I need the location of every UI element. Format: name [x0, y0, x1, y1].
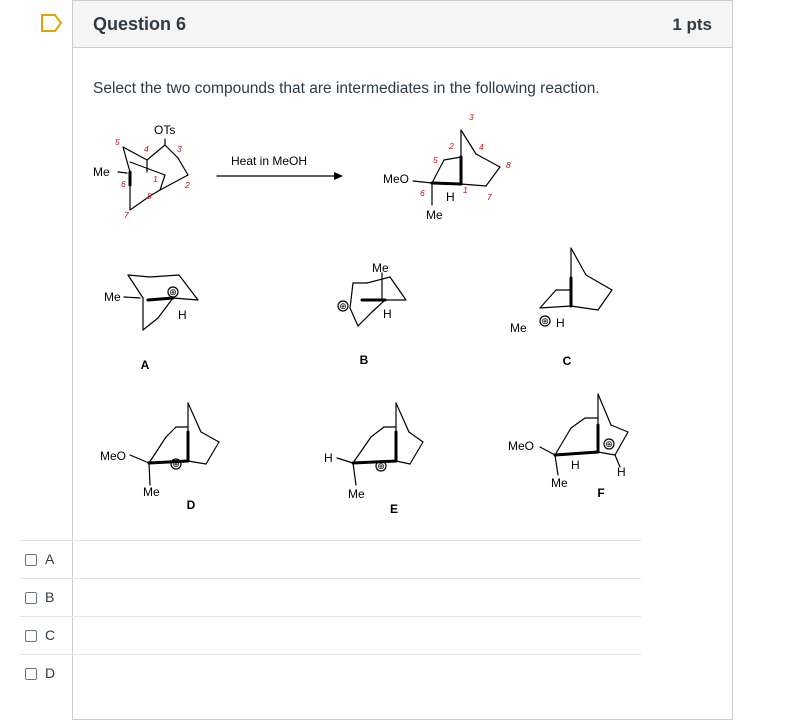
a-me-label: Me: [104, 290, 121, 304]
reactant-num-5: 5: [115, 137, 120, 147]
structure-f: [540, 394, 628, 475]
reactant-num-2: 2: [185, 180, 190, 190]
answer-option-b[interactable]: [20, 578, 641, 616]
reactant-me-label: Me: [93, 165, 110, 179]
answer-label: B: [45, 589, 55, 605]
d-meo-label: MeO: [100, 449, 127, 463]
a-h-label: H: [178, 308, 187, 322]
f-cation: ⊕: [605, 439, 613, 449]
reactant-num-7: 7: [124, 210, 129, 220]
c-me-label: Me: [510, 321, 527, 335]
checkbox[interactable]: [25, 668, 37, 680]
product-num-7: 7: [487, 192, 492, 202]
d-me-label: Me: [143, 485, 160, 499]
reactant-num-3: 3: [177, 144, 182, 154]
checkbox[interactable]: [25, 592, 37, 604]
e-h-label: H: [324, 451, 333, 465]
option-letter-b: B: [359, 353, 369, 367]
checkbox[interactable]: [25, 554, 37, 566]
question-title: Question 6: [93, 14, 187, 34]
product-me-label: Me: [426, 208, 443, 222]
f-h-label-2: H: [617, 465, 626, 479]
structure-e: [337, 403, 423, 485]
f-meo-label: MeO: [508, 439, 535, 453]
product-meo-label: MeO: [383, 172, 410, 186]
product-num-3: 3: [469, 112, 474, 122]
reactant-num-6: 6: [121, 179, 126, 189]
option-letter-e: E: [389, 502, 399, 516]
b-h-label: H: [383, 307, 392, 321]
c-h-label: H: [556, 316, 565, 330]
structure-d: [130, 403, 219, 485]
option-letter-f: F: [597, 486, 605, 500]
a-cation: ⊕: [169, 287, 177, 297]
answer-list: [20, 540, 641, 692]
answer-option-c[interactable]: [20, 616, 641, 654]
option-letter-d: D: [186, 498, 196, 512]
product-h-label: H: [446, 190, 455, 204]
f-h-label-1: H: [571, 458, 580, 472]
b-me-label: Me: [372, 261, 389, 275]
answer-option-a[interactable]: [20, 540, 641, 578]
answer-option-d[interactable]: [20, 654, 641, 692]
b-cation: ⊕: [339, 301, 347, 311]
structure-c: [540, 248, 612, 310]
d-cation: ⊕: [172, 459, 180, 469]
product-num-4: 4: [479, 142, 484, 152]
answer-label: A: [45, 551, 55, 567]
f-me-label: Me: [551, 476, 568, 490]
checkbox[interactable]: [25, 630, 37, 642]
product-num-6: 6: [420, 188, 425, 198]
structure-b: [350, 273, 406, 326]
ots-label: OTs: [154, 123, 176, 137]
option-letter-c: C: [562, 354, 572, 368]
question-points: 1 pts: [672, 15, 712, 34]
e-me-label: Me: [348, 487, 365, 501]
reactant-num-4: 4: [144, 144, 149, 154]
e-cation: ⊕: [377, 461, 385, 471]
product-num-8: 8: [506, 160, 511, 170]
product-num-2: 2: [449, 141, 454, 151]
question-prompt: Select the two compounds that are intermediates in the following reaction.: [93, 80, 600, 97]
product-num-5: 5: [433, 155, 438, 165]
answer-label: D: [45, 665, 56, 681]
option-letter-a: A: [140, 358, 150, 372]
reactant-num-1: 1: [153, 174, 158, 184]
reactant-num-8: 8: [147, 191, 152, 201]
structure-a: [124, 275, 198, 330]
c-cation: ⊕: [541, 316, 549, 326]
answer-label: C: [45, 627, 56, 643]
product-num-1: 1: [463, 185, 468, 195]
reaction-conditions: Heat in MeOH: [231, 154, 308, 168]
